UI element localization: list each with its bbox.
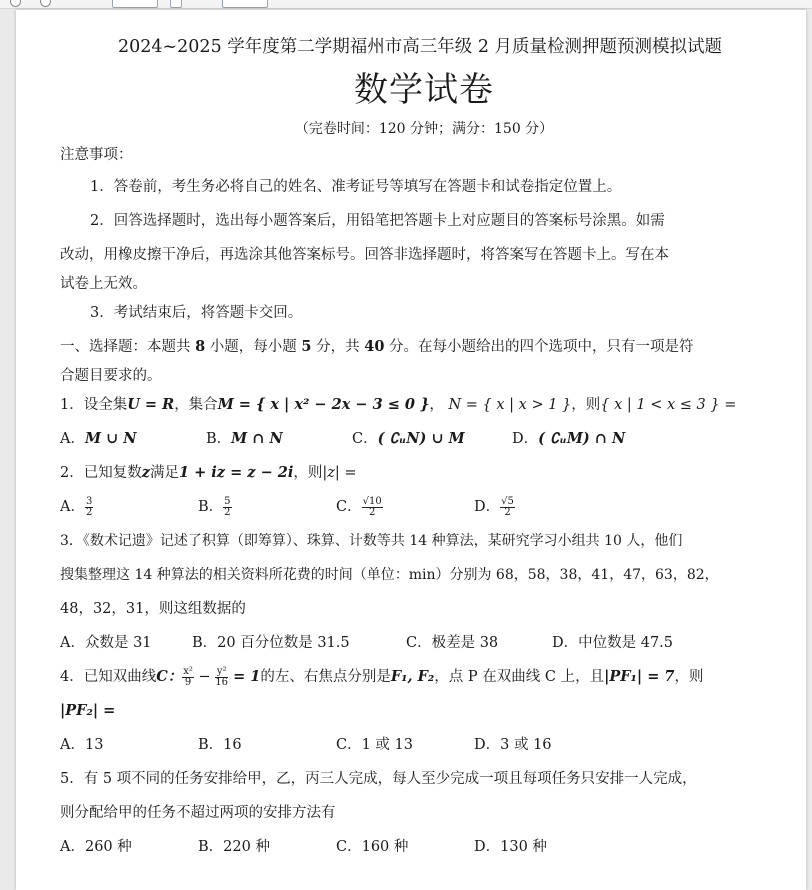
q2-abs: |z| = [322,465,357,481]
fraction [500,497,515,518]
question-2-options [60,490,774,524]
notes-heading: 注意事项： [60,147,133,163]
exam-time-info: （完卷时间：120 分钟；满分：150 分） [294,121,554,137]
frac-den: 2 [85,506,93,518]
q4-text: 的左、右焦点分别是 [260,669,391,685]
note-item-3: 3．考试结束后，将答题卡交回。 [90,305,303,321]
note-item-1: 1．答卷前，考生务必将自己的姓名、准考证号等填写在答题卡和试卷指定位置上。 [90,179,622,195]
exam-title: 数学试卷 [354,70,494,110]
exam-header: 2024~2025 学年度第二学期福州市高三年级 2 月质量检测押题预测模拟试题 [117,37,723,57]
note-item-2-line-1: 2．回答选择题时，选出每小题答案后，用铅笔把答题卡上对应题目的答案标号涂黑。如需 [90,213,665,229]
nav-back-icon[interactable] [10,0,21,7]
option-label: C． [336,499,362,515]
option-label: D． [474,499,501,515]
question-2-stem [60,456,774,490]
fraction [215,667,228,688]
section1-count: 8 [195,338,206,355]
option-label: D． [512,431,539,447]
toolbar-icon[interactable] [170,0,182,8]
frac-den: 2 [224,506,231,518]
frac-den: 2 [504,506,511,518]
option-label: B． [206,431,232,447]
question-5-line-2: 则分配给甲的任务不超过两项的安排方法有 [60,805,336,821]
document-page [16,10,806,890]
q2-text: 满足 [149,465,179,481]
q4-text: 4．已知双曲线 [60,669,157,685]
q2-text: 2．已知复数 [60,465,142,481]
fraction [182,667,194,688]
question-5-line-1: 5．有 5 项不同的任务安排给甲，乙，丙三人完成，每人至少完成一项且每项任务只安排一人完成， [60,771,697,787]
section1-per: 5 [301,338,312,355]
q4-foci: F₁, F₂ [390,668,435,685]
q1-text: ，则 [571,397,601,413]
q2-option-c[interactable] [336,490,383,524]
frac-den: 16 [215,676,229,688]
fraction [362,497,383,518]
question-4-options [60,728,774,762]
q3-option-a[interactable]: A．众数是 31 [60,635,152,651]
q5-option-a[interactable]: A．260 种 [60,839,132,855]
q1-text: 1．设全集 [60,397,128,413]
q1-universal-set: U = R [127,396,175,413]
section1-intro [60,330,774,364]
viewer-toolbar [0,0,812,9]
frac-den: 9 [184,676,192,688]
note-item-2-line-3: 试卷上无效。 [60,276,147,292]
q4-text: ，点 P 在双曲线 C 上，且 [434,669,605,685]
option-expr: ( ∁ᵤN) ∪ M [377,430,465,447]
question-5-options [60,830,774,864]
question-4-stem [60,660,774,694]
question-1-options [60,422,774,456]
q4-text: ，则 [674,669,704,685]
q5-option-c[interactable]: C．160 种 [336,839,409,855]
frac-num: y² [216,665,227,677]
option-expr: M ∩ N [231,430,283,447]
q4-option-c[interactable]: C．1 或 13 [336,737,413,753]
toolbar-button[interactable] [112,0,158,8]
q2-option-a[interactable] [60,490,93,524]
frac-num: 5 [224,495,231,507]
q1-option-c[interactable] [352,422,465,456]
q1-option-a[interactable] [60,422,137,456]
option-label: A． [60,431,85,447]
fraction [223,497,231,518]
note-item-2-line-2: 改动，用橡皮擦干净后，再选涂其他答案标号。回答非选择题时，将答案写在答题卡上。写在本 [60,247,669,263]
q2-equation: 1 + iz = z − 2i [178,464,294,481]
question-3-line-1: 3．《数术记遗》记述了积算（即筹算）、珠算、计数等共 14 种算法，某研究学习小组共 10 人，他们 [60,533,683,549]
q1-set-m: M = { x | x² − 2x − 3 ≤ 0 } [217,396,430,413]
question-1-stem [60,388,774,422]
q4-pf1: |PF₁| = 7 [604,668,675,685]
option-expr: M ∪ N [84,430,137,447]
q4-pf2: |PF₂| = [60,702,116,719]
section1-intro-line-2: 合题目要求的。 [60,368,162,384]
page-content [60,34,774,864]
question-3-options [60,626,774,660]
fraction [85,497,93,518]
option-label: B． [198,499,224,515]
question-3-line-3: 48，32，31，则这组数据的 [60,601,246,617]
q3-option-d[interactable]: D．中位数是 47.5 [552,635,674,651]
section1-text: 一、选择题：本题共 [60,339,196,355]
section1-total: 40 [364,338,385,355]
q4-curve: C： [156,668,183,685]
q2-option-d[interactable] [474,490,515,524]
frac-num: √5 [501,495,514,507]
q2-var: z [141,464,150,481]
option-expr: ( ∁ᵤM) ∩ N [538,430,626,447]
section1-text: 小题，每小题 [205,339,302,355]
option-label: C． [352,431,378,447]
frac-num: √10 [362,495,382,507]
option-label: A． [60,499,85,515]
q1-option-d[interactable] [512,422,625,456]
q5-option-b[interactable]: B．220 种 [198,839,270,855]
toolbar-button[interactable] [222,0,268,8]
question-4-line-2 [60,694,774,728]
q4-option-b[interactable]: B．16 [198,737,242,753]
q2-option-b[interactable] [198,490,232,524]
q1-text: ， [429,397,449,413]
question-3-line-2: 搜集整理这 14 种算法的相关资料所花费的时间（单位：min）分别为 68，58，38，41，47，63，82， [60,567,719,583]
nav-forward-icon[interactable] [40,0,51,7]
frac-num: x² [183,665,193,677]
q2-text: ，则 [293,465,323,481]
q1-text: ，集合 [174,397,218,413]
q4-option-a[interactable]: A．13 [60,737,104,753]
q3-option-b[interactable]: B．20 百分位数是 31.5 [192,635,350,651]
frac-den: 2 [368,506,376,518]
section1-text: 分，共 [311,339,365,355]
q1-option-b[interactable] [206,422,283,456]
q4-equals: = 1 [228,668,261,685]
q3-option-c[interactable]: C．极差是 38 [406,635,499,651]
q5-option-d[interactable]: D．130 种 [474,839,547,855]
q4-option-d[interactable]: D．3 或 16 [474,737,552,753]
q4-operator: − [193,669,216,685]
q1-target-set: { x | 1 < x ≤ 3 } = [600,397,737,413]
frac-num: 3 [85,495,93,507]
section1-text: 分。在每小题给出的四个选项中，只有一项是符 [384,339,694,355]
q1-set-n: N = { x | x > 1 } [448,397,572,413]
